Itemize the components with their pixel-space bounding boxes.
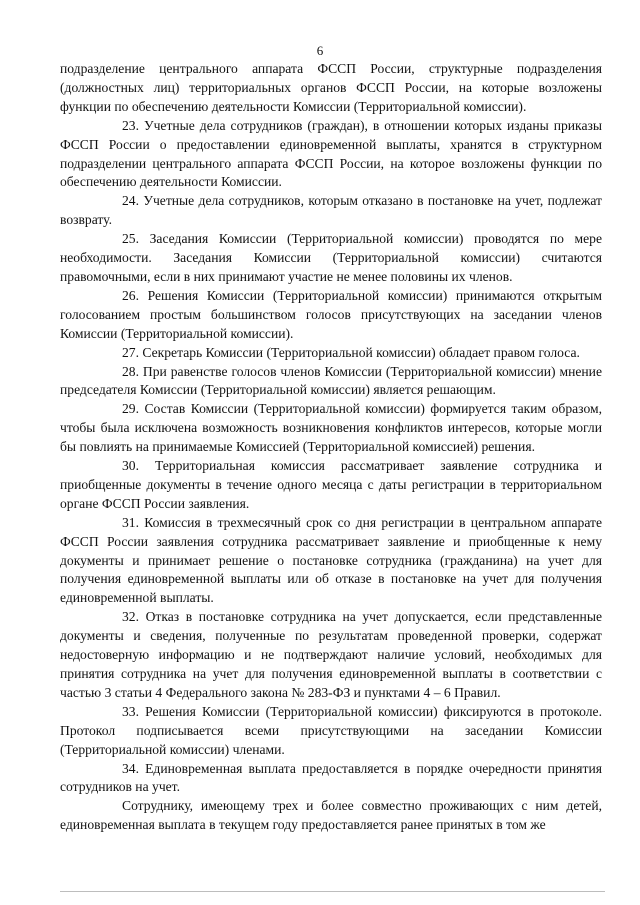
paragraph-continuation: подразделение центрального аппарата ФССП России, структурные подразделения (должностных лиц) территориальных органов ФССП России, на которые возложены функции по обеспечению деятельности Комиссии (Территориальной комиссии).: [60, 61, 602, 114]
paragraph-34-continuation: Сотруднику, имеющему трех и более совместно проживающих с ним детей, единовременная выплата в текущем году предоставляется ранее принятых в том же: [60, 798, 602, 833]
paragraph-30: 30. Территориальная комиссия рассматривает заявление сотрудника и приобщенные документы в течение одного месяца с даты регистрации в территориальном органе ФССП России заявления.: [60, 458, 602, 511]
document-body: [60, 60, 602, 835]
page-number: 6: [316, 43, 324, 58]
paragraph-33: 33. Решения Комиссии (Территориальной комиссии) фиксируются в протоколе. Протокол подписывается всеми присутствующими на заседании Комиссии (Территориальной комиссии) членами.: [60, 703, 602, 757]
paragraph-24: 24. Учетные дела сотрудников, которым отказано в постановке на учет, подлежат возврату.: [60, 193, 602, 228]
paragraph-23: 23. Учетные дела сотрудников (граждан), в отношении которых изданы приказы ФССП России о предоставлении единовременной выплаты, хранятся в структурном подразделении центрального аппарата ФССП России, на которое возложены функции по обеспечению деятельности Комиссии.: [60, 117, 602, 190]
paragraph-29: 29. Состав Комиссии (Территориальной комиссии) формируется таким образом, чтобы была исключена возможность возникновения конфликтов интересов, которые могли бы повлиять на принимаемые Комиссией (Территориальной комиссией) решения.: [60, 401, 602, 455]
scan-edge-line: [60, 891, 605, 892]
paragraph-31: 31. Комиссия в трехмесячный срок со дня регистрации в центральном аппарате ФССП России заявления сотрудника рассматривает заявление и приобщенные к нему документы и принимает решение о постановке сотрудника (гражданина) на учет для получения единовременной выплаты или об отказе в постановке на учет для получения единовременной выплаты.: [60, 514, 602, 606]
paragraph-27: 27. Секретарь Комиссии (Территориальной комиссии) обладает правом голоса.: [122, 344, 580, 360]
paragraph-26: 26. Решения Комиссии (Территориальной комиссии) принимаются открытым голосованием простым большинством голосов присутствующих на заседании членов Комиссии (Территориальной комиссии).: [60, 287, 602, 341]
paragraph-28: 28. При равенстве голосов членов Комиссии (Территориальной комиссии) мнение председателя Комиссии (Территориальной комиссии) является решающим.: [60, 363, 602, 398]
paragraph-34: 34. Единовременная выплата предоставляется в порядке очередности принятия сотрудников на учет.: [60, 760, 602, 795]
paragraph-25: 25. Заседания Комиссии (Территориальной комиссии) проводятся по мере необходимости. Заседания Комиссии (Территориальной комиссии) считаются правомочными, если в них принимают участие не менее половины их членов.: [60, 231, 602, 284]
paragraph-32: 32. Отказ в постановке сотрудника на учет допускается, если представленные документы и сведения, полученные по результатам проведенной проверки, содержат недостоверную информацию и не подтверждают наличие условий, необходимых для принятия сотрудника на учет для получения единовременной выплаты в соответствии с частью 3 статьи 4 Федерального закона № 283-ФЗ и пунктами 4 – 6 Правил.: [60, 609, 602, 700]
